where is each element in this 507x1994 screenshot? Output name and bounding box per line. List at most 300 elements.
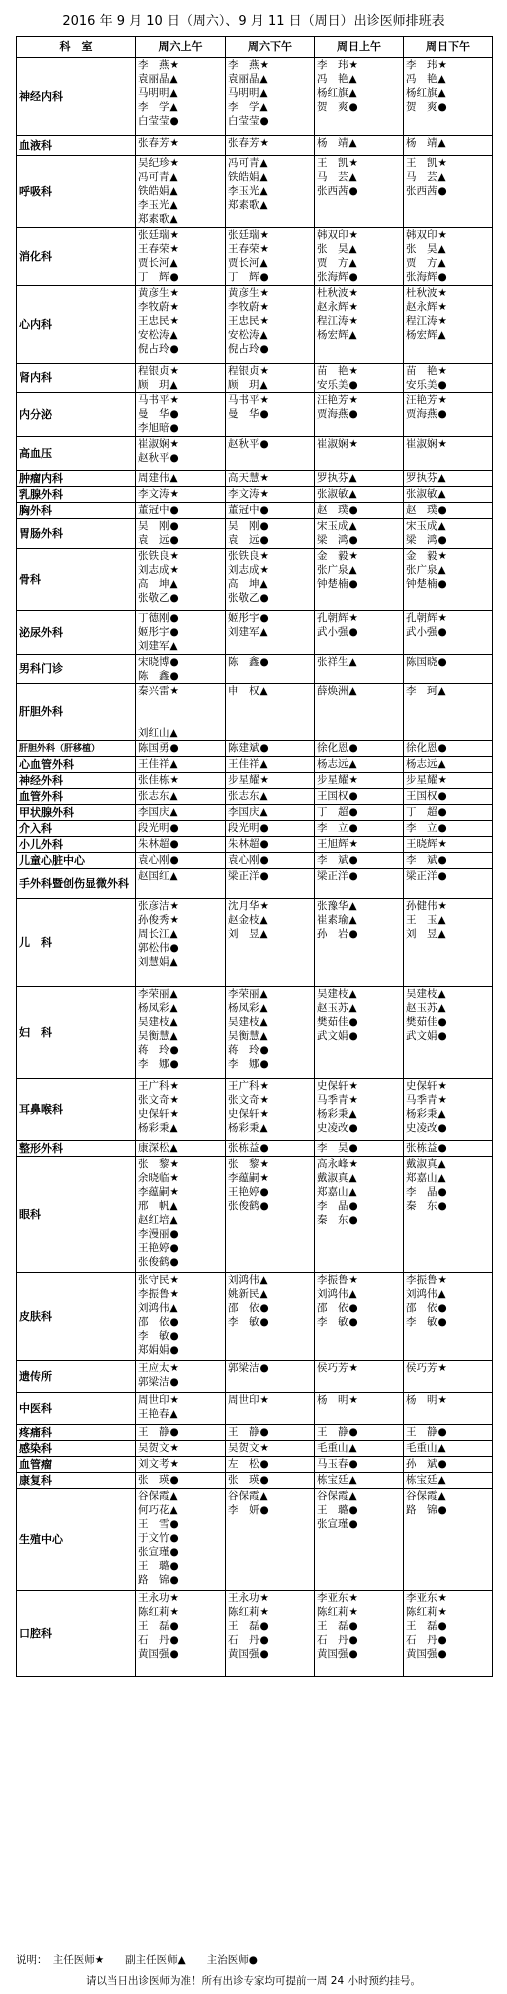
doctor-name: 张佳栋★ [138,774,179,786]
doctor-name: 杨志远▲ [406,758,446,770]
schedule-cell [315,899,404,987]
schedule-cell [136,773,226,789]
doctor-name: 程银贞★ [138,365,179,377]
doctor-name: 薛焕洲▲ [317,685,357,697]
schedule-cell [226,1079,315,1141]
doctor-name: 梁 鸿● [317,534,358,546]
doctor-name: 刘志成★ [228,564,269,576]
department-name: 神经外科 [17,773,136,789]
schedule-cell [136,393,226,437]
column-header: 周日上午 [315,37,404,58]
doctor-name: 李 斌● [406,854,447,866]
doctor-name: 吴贺文★ [228,1442,269,1454]
doctor-name: 王国权● [317,790,358,802]
department-name: 肿瘤内科 [17,471,136,487]
table-row [17,1441,493,1457]
schedule-cell [404,136,493,156]
doctor-name: 李 晶● [406,1186,447,1198]
schedule-cell [136,899,226,987]
doctor-name: 吴建枝▲ [317,988,357,1000]
schedule-cell [226,1441,315,1457]
doctor-name: 樊茹佳● [406,1016,447,1028]
doctor-name: 马 芸▲ [406,171,446,183]
doctor-name: 周建伟▲ [138,472,178,484]
doctor-name: 冯可青▲ [138,171,178,183]
schedule-cell [315,837,404,853]
doctor-name: 郑娟娟● [138,1344,179,1356]
doctor-name: 袁心刚● [138,854,179,866]
doctor-name: 史保轩★ [228,1108,269,1120]
table-row [17,837,493,853]
doctor-name: 陈红莉★ [317,1606,358,1618]
schedule-cell [315,611,404,655]
doctor-name: 李蕴嗣★ [138,1186,179,1198]
department-name: 乳腺外科 [17,487,136,503]
doctor-name: 朱林超● [228,838,269,850]
page-title: 2016 年 9 月 10 日（周六）、9 月 11 日（周日）出诊医师排班表 [62,14,445,29]
doctor-name: 贾 方▲ [317,257,357,269]
doctor-name: 黄国强● [406,1648,447,1660]
department-name: 肝胆外科 [17,684,136,741]
schedule-cell [404,853,493,869]
doctor-name: 侯巧芳★ [406,1362,447,1374]
doctor-name: 李 燕★ [138,59,179,71]
doctor-name: 李 珂▲ [406,685,446,697]
doctor-name: 秦 东● [317,1214,358,1226]
schedule-cell [315,773,404,789]
doctor-name: 顾 玥▲ [228,379,268,391]
doctor-name: 史保轩★ [406,1080,447,1092]
doctor-name: 杨彩秉▲ [228,1122,268,1134]
doctor-name: 杨红旗▲ [317,87,357,99]
doctor-name: 吴建枝▲ [228,1016,268,1028]
doctor-name: 张春芳★ [138,137,179,149]
department-name: 高血压 [17,437,136,471]
department-name: 心血管外科 [17,757,136,773]
doctor-name: 张春芳★ [228,137,269,149]
doctor-name: 贾海燕● [406,408,447,420]
schedule-cell [136,757,226,773]
schedule-cell [136,156,226,228]
doctor-name: 程银贞★ [228,365,269,377]
schedule-cell [404,1441,493,1457]
doctor-name: 张淑敏▲ [317,488,357,500]
doctor-name: 张豫华▲ [317,900,357,912]
doctor-name: 李 玮★ [406,59,447,71]
schedule-cell [136,611,226,655]
schedule-cell [136,487,226,503]
table-row [17,805,493,821]
doctor-name: 黄国强● [228,1648,269,1660]
schedule-cell [226,987,315,1079]
schedule-cell [315,1441,404,1457]
doctor-name: 孔朝辉★ [317,612,358,624]
department-name: 皮肤科 [17,1273,136,1361]
schedule-cell [315,741,404,757]
table-row [17,286,493,364]
table-row [17,773,493,789]
doctor-name: 徐化恩● [317,742,358,754]
doctor-name: 张志东▲ [138,790,178,802]
department-name: 小儿外科 [17,837,136,853]
doctor-name: 王佳祥▲ [138,758,178,770]
schedule-cell [315,805,404,821]
doctor-name: 杨彩秉▲ [406,1108,446,1120]
schedule-cell [404,393,493,437]
department-name: 疼痛科 [17,1425,136,1441]
doctor-name: 张敬乙● [228,592,269,604]
schedule-cell [315,1157,404,1273]
doctor-name: 张文奇★ [228,1094,269,1106]
doctor-name: 张海辉● [317,271,358,283]
doctor-name: 郑嘉山▲ [406,1172,446,1184]
schedule-cell [404,805,493,821]
doctor-name: 李玉光▲ [228,185,268,197]
doctor-name: 刘志成★ [138,564,179,576]
schedule-cell [226,837,315,853]
schedule-cell [315,655,404,684]
doctor-name: 陈 鑫● [228,656,269,668]
doctor-name: 高天慧★ [228,472,269,484]
doctor-name: 张 昊▲ [317,243,357,255]
doctor-name: 史保轩★ [317,1080,358,1092]
doctor-name: 王晓辉★ [406,838,447,850]
table-row [17,757,493,773]
doctor-name: 铁皓娟▲ [228,171,268,183]
doctor-name: 陈红莉★ [406,1606,447,1618]
doctor-name: 周长江▲ [138,928,178,940]
doctor-name: 姚新民▲ [228,1288,268,1300]
doctor-name: 武小强● [317,626,358,638]
schedule-cell [315,869,404,899]
schedule-cell [226,1157,315,1273]
schedule-cell [315,1473,404,1489]
doctor-name: 倪占玲● [228,343,269,355]
doctor-name: 步星耀★ [317,774,358,786]
doctor-name: 李 妍● [228,1504,269,1516]
table-row [17,611,493,655]
schedule-cell [136,549,226,611]
doctor-name: 于文竹● [138,1532,179,1544]
table-row [17,987,493,1079]
doctor-name: 李 敏● [228,1316,269,1328]
doctor-name: 杨志远▲ [317,758,357,770]
doctor-name: 梁正洋● [406,870,447,882]
department-name: 中医科 [17,1393,136,1425]
doctor-name: 刘红山▲ [138,727,178,739]
department-name: 消化科 [17,228,136,286]
doctor-name: 史保轩★ [138,1108,179,1120]
doctor-name: 白莹莹● [228,115,269,127]
schedule-cell [136,228,226,286]
doctor-name: 李振鲁★ [317,1274,358,1286]
doctor-name: 李 敏● [406,1316,447,1328]
doctor-name: 黄彦生★ [228,287,269,299]
doctor-name: 张 昊▲ [406,243,446,255]
doctor-name: 张海辉● [406,271,447,283]
doctor-name: 钟楚楠● [317,578,358,590]
doctor-name: 赵秋平● [138,452,179,464]
doctor-name: 周世印★ [228,1394,269,1406]
doctor-name: 赵 璞● [406,504,447,516]
schedule-cell [315,487,404,503]
schedule-cell [404,741,493,757]
department-name: 生殖中心 [17,1489,136,1591]
schedule-cell [315,789,404,805]
schedule-cell [226,684,315,741]
doctor-name: 王 璐● [317,1504,358,1516]
doctor-name: 陈 鑫● [138,670,179,682]
doctor-name: 周世印★ [138,1394,179,1406]
table-body [17,58,493,1677]
doctor-name: 张 瑛● [138,1474,179,1486]
schedule-cell [404,156,493,228]
doctor-name: 刘文考★ [138,1458,179,1470]
schedule-cell [136,1591,226,1677]
schedule-cell [226,655,315,684]
doctor-name: 蒋 玲● [138,1044,179,1056]
doctor-name: 吴衡慧▲ [228,1030,268,1042]
doctor-name: 董冠中● [138,504,179,516]
doctor-name: 谷保霞▲ [317,1490,357,1502]
doctor-name: 丁 超● [317,806,358,818]
doctor-name: 毛重山▲ [317,1442,357,1454]
doctor-name: 王 静● [406,1426,447,1438]
doctor-name: 梁正洋● [317,870,358,882]
doctor-name: 崔淑娴★ [317,438,358,450]
doctor-name: 苗 艳★ [317,365,358,377]
schedule-cell [404,899,493,987]
doctor-name: 戴淑真▲ [317,1172,357,1184]
department-name: 神经内科 [17,58,136,136]
schedule-cell [315,471,404,487]
table-row [17,684,493,741]
doctor-name: 李国庆▲ [138,806,178,818]
schedule-cell [315,503,404,519]
doctor-name: 杨红旗▲ [406,87,446,99]
department-name: 骨科 [17,549,136,611]
schedule-cell [315,1457,404,1473]
doctor-name: 段光明● [228,822,269,834]
doctor-name: 路 锦● [138,1574,179,1586]
doctor-name: 李 敏● [317,1316,358,1328]
department-name: 遗传所 [17,1361,136,1393]
schedule-cell [404,1489,493,1591]
doctor-name: 王 凯★ [317,157,358,169]
schedule-cell [226,853,315,869]
department-name: 儿童心脏中心 [17,853,136,869]
doctor-name: 郑素歌▲ [228,199,268,211]
doctor-name: 张广泉▲ [317,564,357,576]
schedule-cell [404,1157,493,1273]
doctor-name: 贾长河▲ [228,257,268,269]
schedule-cell [404,789,493,805]
department-name: 妇 科 [17,987,136,1079]
doctor-name: 李 昊● [317,1142,358,1154]
schedule-cell [404,773,493,789]
legend-note: 说明： 主任医师★ 副主任医师▲ 主治医师● [16,1954,258,1966]
doctor-name: 邵 依● [138,1316,179,1328]
doctor-name: 侯巧芳★ [317,1362,358,1374]
doctor-name: 王 磊● [228,1620,269,1632]
department-name: 泌尿外科 [17,611,136,655]
doctor-name: 倪占玲● [138,343,179,355]
doctor-name: 吴衡慧▲ [138,1030,178,1042]
doctor-name: 郭松伟● [138,942,179,954]
doctor-name: 余晓临★ [138,1172,179,1184]
doctor-name: 张铁良★ [228,550,269,562]
doctor-name: 安松涛▲ [228,329,268,341]
schedule-cell [404,364,493,393]
table-row [17,1473,493,1489]
doctor-name: 张广泉▲ [406,564,446,576]
doctor-name: 李亚东★ [406,1592,447,1604]
doctor-name: 陈国勇● [138,742,179,754]
doctor-name: 安乐美● [317,379,358,391]
schedule-cell [404,487,493,503]
department-name: 胃肠外科 [17,519,136,549]
doctor-name: 王广科★ [138,1080,179,1092]
doctor-name: 程江涛★ [317,315,358,327]
table-row [17,228,493,286]
doctor-name: 左 松● [228,1458,269,1470]
doctor-name: 李 娜● [228,1058,269,1070]
table-row [17,1273,493,1361]
schedule-cell [226,1273,315,1361]
doctor-name: 王永功★ [228,1592,269,1604]
doctor-name: 冯可青▲ [228,157,268,169]
doctor-name: 杨 明★ [317,1394,358,1406]
doctor-name: 姬彤宇● [138,626,179,638]
schedule-cell [315,393,404,437]
doctor-name: 郭梁洁● [228,1362,269,1374]
doctor-name: 张西茜● [317,185,358,197]
doctor-name: 李 立● [317,822,358,834]
schedule-cell [136,1425,226,1441]
doctor-name: 安松涛▲ [138,329,178,341]
doctor-name: 赵永辉★ [317,301,358,313]
schedule-cell [136,1141,226,1157]
doctor-name: 罗执芬▲ [406,472,446,484]
doctor-name: 徐化恩● [406,742,447,754]
doctor-name: 陈红莉★ [228,1606,269,1618]
doctor-name: 孙 岩● [317,928,358,940]
doctor-name: 姬彤宇● [228,612,269,624]
doctor-name: 刘鸿伟▲ [406,1288,446,1300]
doctor-name: 吴建枝▲ [138,1016,178,1028]
schedule-cell [404,655,493,684]
doctor-name: 张俊鹤● [138,1256,179,1268]
schedule-cell [136,1457,226,1473]
schedule-cell [136,364,226,393]
doctor-name: 吴贺文★ [138,1442,179,1454]
doctor-name: 郑素歌▲ [138,213,178,225]
doctor-name: 张守民★ [138,1274,179,1286]
doctor-name: 崔素瑜▲ [317,914,357,926]
schedule-cell [226,503,315,519]
doctor-name: 刘鸿伟▲ [138,1302,178,1314]
doctor-name: 王 磊● [317,1620,358,1632]
doctor-name: 孙俊秀★ [138,914,179,926]
doctor-name: 白莹莹● [138,115,179,127]
schedule-cell [404,1425,493,1441]
department-name: 血管瘤 [17,1457,136,1473]
doctor-name: 王艳婷● [138,1242,179,1254]
doctor-name: 张志东▲ [228,790,268,802]
table-row [17,821,493,837]
schedule-cell [315,519,404,549]
schedule-cell [404,549,493,611]
table-header-row [17,37,493,58]
doctor-name: 王 静● [138,1426,179,1438]
schedule-cell [136,655,226,684]
doctor-name: 朱林超● [138,838,179,850]
schedule-cell [226,136,315,156]
schedule-cell [136,471,226,487]
schedule-cell [136,58,226,136]
schedule-cell [226,519,315,549]
doctor-name: 丁德刚● [138,612,179,624]
doctor-name: 张栋益● [406,1142,447,1154]
doctor-name: 高永峰★ [317,1158,358,1170]
schedule-cell [226,741,315,757]
doctor-name: 李荣丽▲ [138,988,178,1000]
department-name: 介入科 [17,821,136,837]
doctor-name: 李漫丽● [138,1228,179,1240]
schedule-cell [136,837,226,853]
schedule-cell [404,1141,493,1157]
schedule-cell [315,684,404,741]
doctor-name: 曼 华● [138,408,179,420]
schedule-cell [226,286,315,364]
schedule-cell [226,58,315,136]
column-header: 周六下午 [226,37,315,58]
doctor-name: 武文娟● [317,1030,358,1042]
doctor-name: 王 玉▲ [406,914,446,926]
table-row [17,549,493,611]
doctor-name: 孔朝辉★ [406,612,447,624]
doctor-name: 谷保霞▲ [228,1490,268,1502]
doctor-name: 郑嘉山▲ [317,1186,357,1198]
doctor-name: 丁 超● [406,806,447,818]
table-row [17,1489,493,1591]
schedule-cell [226,1473,315,1489]
schedule-cell [404,684,493,741]
booking-notice: 请以当日出诊医师为准！所有出诊专家均可提前一周 24 小时预约挂号。 [85,1975,422,1987]
doctor-name: 董冠中● [228,504,269,516]
schedule-cell [226,549,315,611]
doctor-name: 戴淑真▲ [406,1158,446,1170]
doctor-name: 马季青★ [317,1094,358,1106]
department-name: 整形外科 [17,1141,136,1157]
table-row [17,519,493,549]
doctor-name: 王 静● [317,1426,358,1438]
doctor-name: 赵玉苏▲ [317,1002,357,1014]
schedule-cell [136,1393,226,1425]
doctor-name: 赵秋平● [228,438,269,450]
doctor-name: 孙健伟★ [406,900,447,912]
table-row [17,58,493,136]
doctor-name: 刘建军▲ [138,640,178,652]
doctor-name: 张彦洁★ [138,900,179,912]
doctor-name: 张淑敏▲ [406,488,446,500]
doctor-name: 王 静● [228,1426,269,1438]
doctor-name: 谷保霞▲ [406,1490,446,1502]
department-name: 感染科 [17,1441,136,1457]
schedule-cell [136,869,226,899]
doctor-name: 杨彩秉▲ [317,1108,357,1120]
department-name: 心内科 [17,286,136,364]
